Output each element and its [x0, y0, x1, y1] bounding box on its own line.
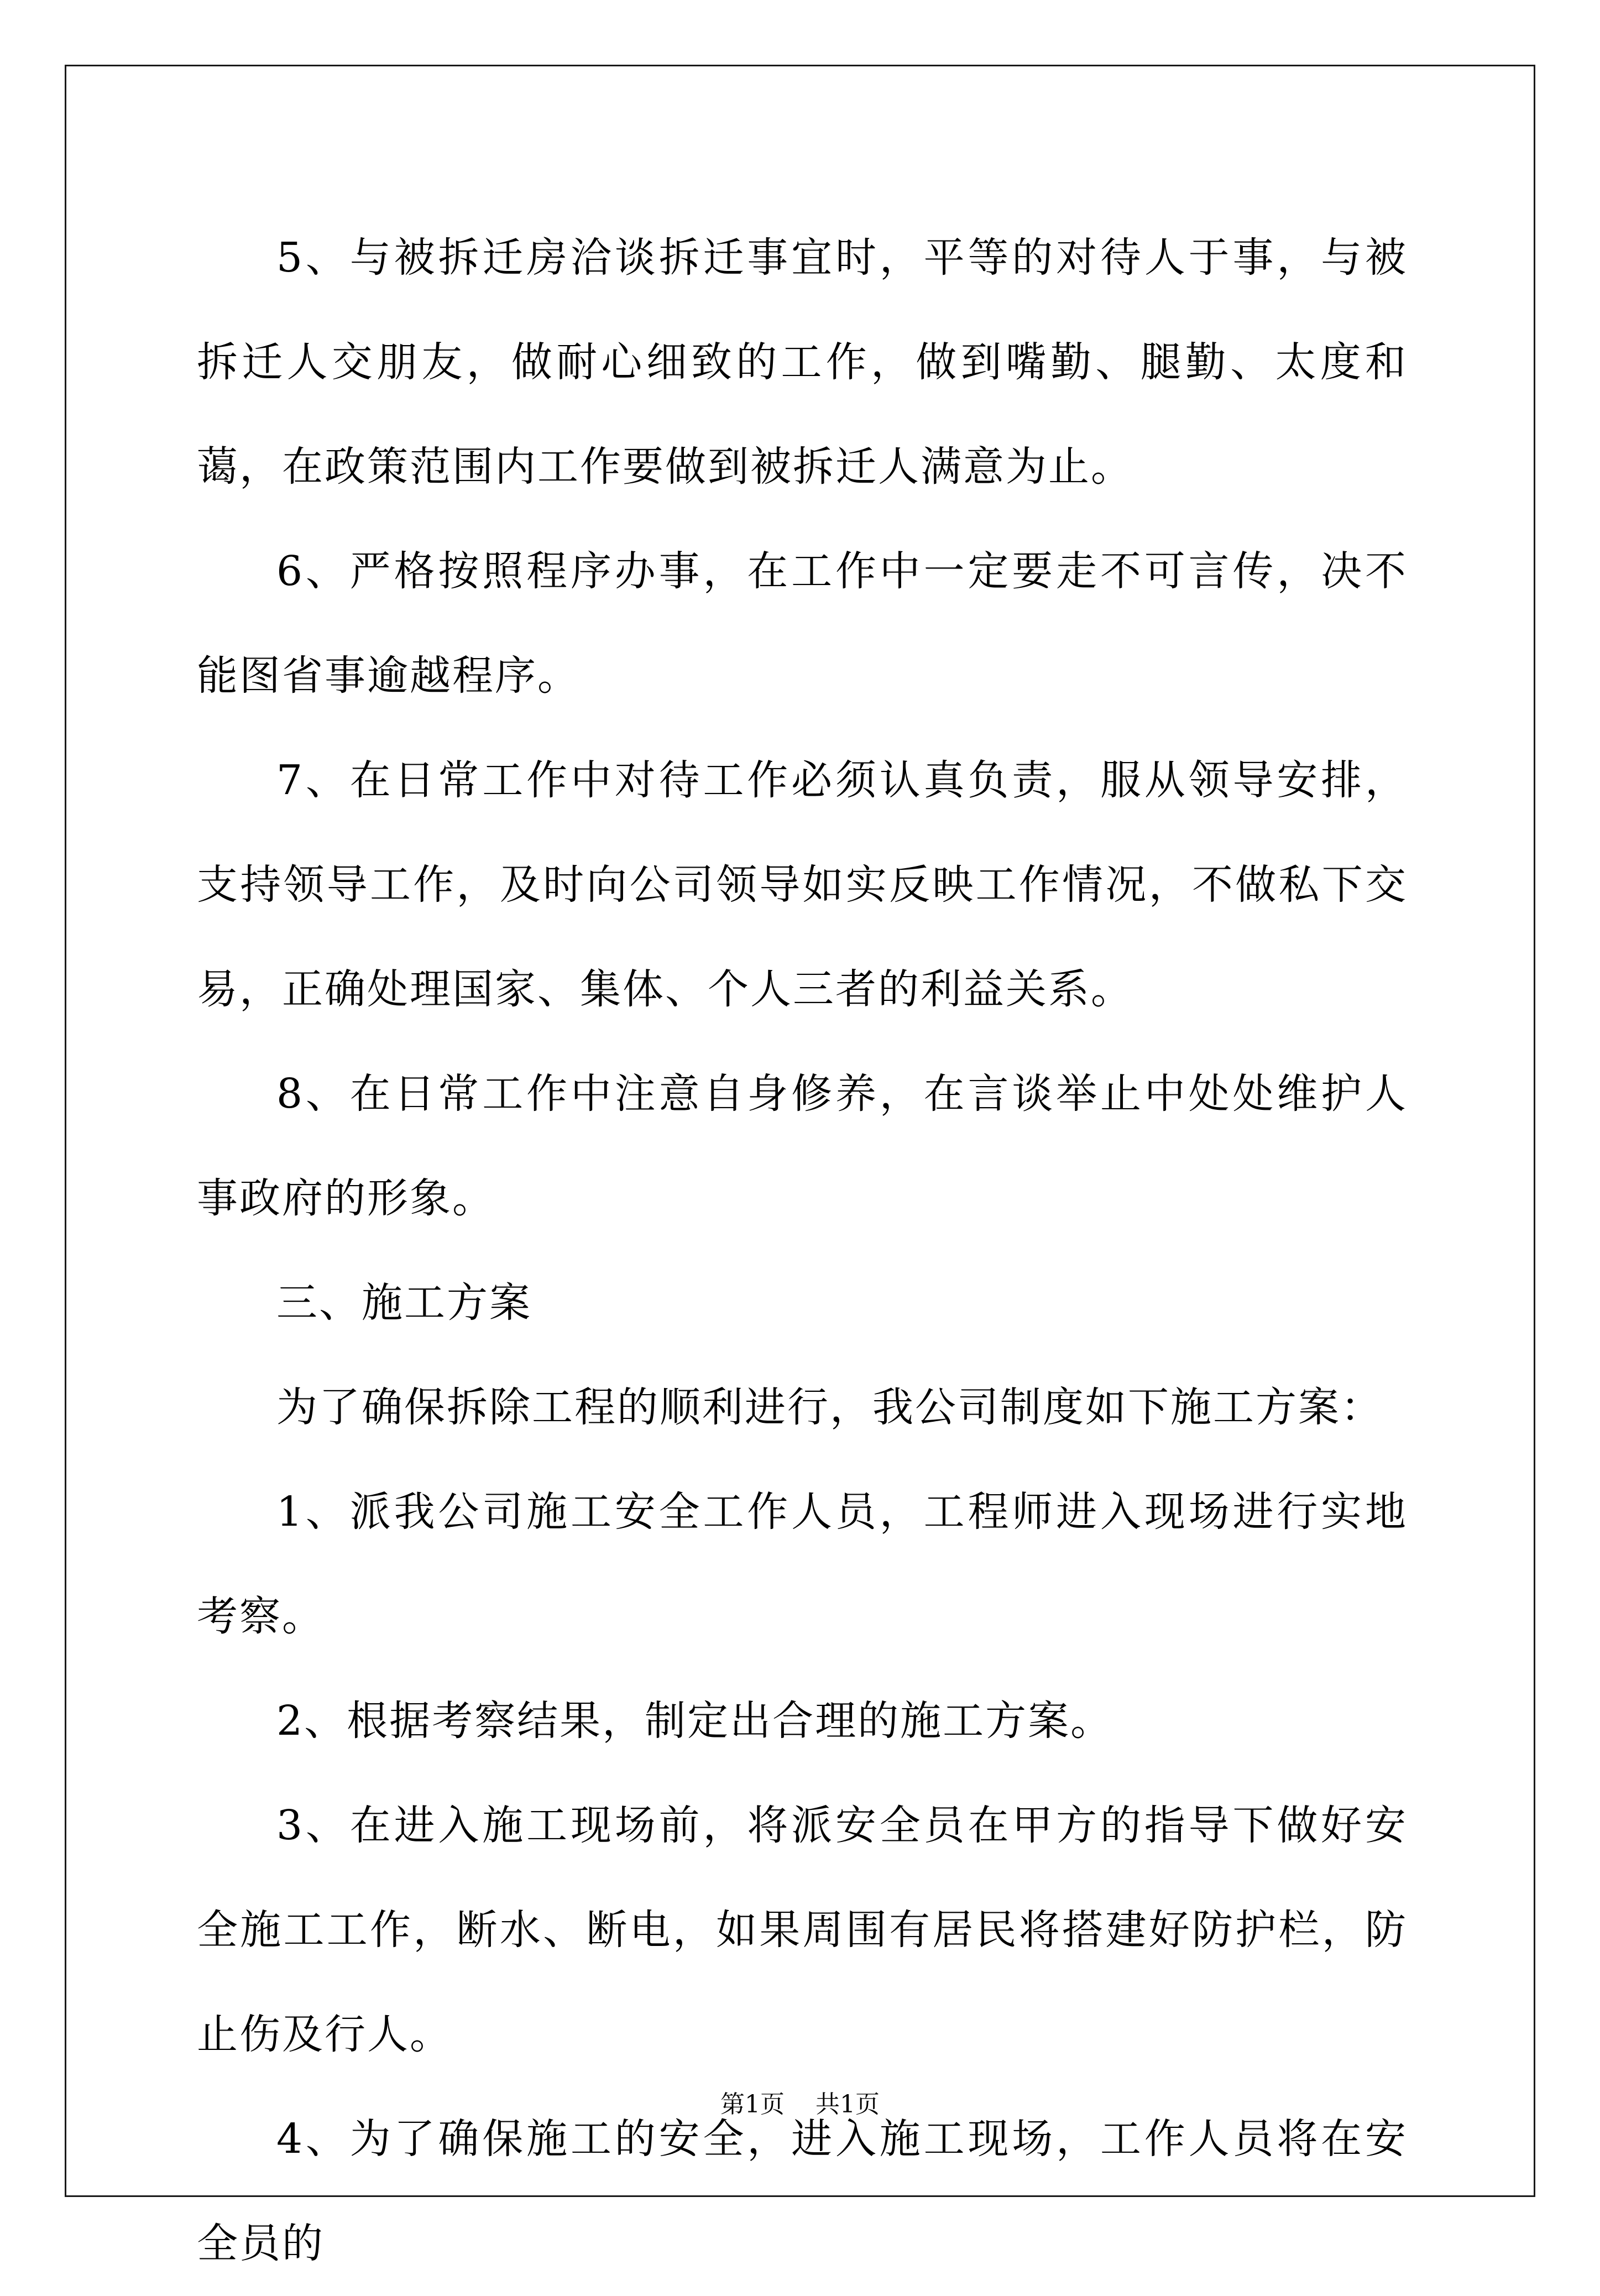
plan-item-3: 3、在进入施工现场前，将派安全员在甲方的指导下做好安全施工工作，断水、断电，如果周围有居民将搭建好防护栏，防止伤及行人。 — [197, 1802, 1408, 2058]
paragraph-item-7: 7、在日常工作中对待工作必须认真负责，服从领导安排，支持领导工作，及时向公司领导如实反映工作情况，不做私下交易，正确处理国家、集体、个人三者的利益关系。 — [197, 756, 1408, 1013]
plan-item-4: 4、为了确保施工的安全，进入施工现场，工作人员将在安全员的 — [197, 2115, 1408, 2267]
paragraph-intro: 为了确保拆除工程的顺利进行，我公司制度如下施工方案： — [276, 1384, 1383, 1431]
page-number-footer: 第1页 共1页 — [720, 2090, 880, 2118]
plan-item-2: 2、根据考察结果，制定出合理的施工方案。 — [276, 1697, 1113, 1745]
paragraph-item-5: 5、与被拆迁房洽谈拆迁事宜时，平等的对待人于事，与被拆迁人交朋友，做耐心细致的工作，做到嘴勤、腿勤、太度和蔼，在政策范围内工作要做到被拆迁人满意为止。 — [197, 234, 1408, 490]
document-body — [197, 206, 1408, 2296]
plan-item-1: 1、派我公司施工安全工作人员，工程师进入现场进行实地考察。 — [197, 1488, 1408, 1640]
section-heading-construction-plan: 三、施工方案 — [276, 1279, 532, 1327]
paragraph-item-6: 6、严格按照程序办事，在工作中一定要走不可言传，决不能图省事逾越程序。 — [197, 547, 1408, 700]
paragraph-item-8: 8、在日常工作中注意自身修养，在言谈举止中处处维护人事政府的形象。 — [197, 1070, 1408, 1222]
